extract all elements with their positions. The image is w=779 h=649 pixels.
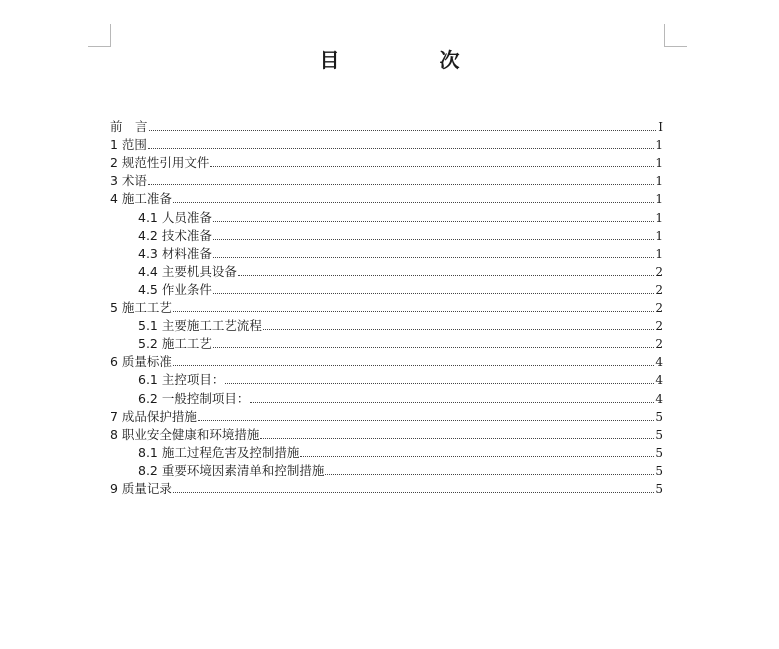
toc-entry-label: 6.1 主控项目： xyxy=(138,372,225,388)
toc-entry-page-number: 1 xyxy=(655,138,663,153)
toc-entry-label: 4.1 人员准备 xyxy=(138,209,212,225)
toc-dot-leader xyxy=(325,474,654,475)
toc-entry-label: 7 成品保护措施 xyxy=(110,408,197,424)
toc-dot-leader xyxy=(213,347,655,348)
toc-dot-leader xyxy=(210,166,654,167)
toc-entry-label: 5.1 主要施工工艺流程 xyxy=(138,318,262,334)
toc-entry-page-number: 2 xyxy=(655,282,663,297)
toc-entry[interactable] xyxy=(110,352,663,370)
toc-entry[interactable] xyxy=(110,226,663,244)
toc-dot-leader xyxy=(260,438,654,439)
toc-entry[interactable] xyxy=(110,135,663,153)
toc-entry[interactable] xyxy=(110,280,663,298)
toc-entry-page-number: 5 xyxy=(655,481,663,496)
toc-entry-page-number: 1 xyxy=(655,156,663,171)
toc-dot-leader xyxy=(173,311,654,312)
page-corner-mark-top-right xyxy=(664,24,687,47)
toc-entry-label: 3 术语 xyxy=(110,173,147,189)
toc-entry-page-number: 2 xyxy=(655,301,663,316)
toc-entry[interactable] xyxy=(110,461,663,479)
toc-dot-leader xyxy=(173,492,654,493)
toc-entry[interactable] xyxy=(110,171,663,189)
toc-entry[interactable] xyxy=(110,244,663,262)
toc-entry-label: 4 施工准备 xyxy=(110,191,172,207)
toc-entry-label: 5.2 施工工艺 xyxy=(138,336,212,352)
page-corner-mark-top-left xyxy=(88,24,111,47)
toc-dot-leader xyxy=(149,130,656,131)
toc-entry-page-number: I xyxy=(658,120,663,135)
toc-entry[interactable] xyxy=(110,207,663,225)
toc-dot-leader xyxy=(148,184,654,185)
toc-entry-page-number: 1 xyxy=(655,228,663,243)
toc-entry[interactable] xyxy=(110,316,663,334)
toc-entry-page-number: 5 xyxy=(655,463,663,478)
toc-entry[interactable] xyxy=(110,388,663,406)
toc-entry-label: 8.1 施工过程危害及控制措施 xyxy=(138,444,300,460)
toc-entry[interactable] xyxy=(110,298,663,316)
toc-entry[interactable] xyxy=(110,407,663,425)
toc-entry-page-number: 4 xyxy=(655,373,663,388)
document-title: 目 次 xyxy=(319,48,500,72)
toc-entry-page-number: 2 xyxy=(655,337,663,352)
toc-entry-label: 前 言 xyxy=(110,119,148,135)
toc-dot-leader xyxy=(263,329,655,330)
toc-entry-label: 8.2 重要环境因素清单和控制措施 xyxy=(138,462,325,478)
toc-dot-leader xyxy=(238,275,655,276)
toc-dot-leader xyxy=(148,148,654,149)
toc-entry-page-number: 1 xyxy=(655,174,663,189)
toc-dot-leader xyxy=(300,456,654,457)
toc-dot-leader xyxy=(213,293,655,294)
toc-entry[interactable] xyxy=(110,443,663,461)
toc-entry[interactable] xyxy=(110,153,663,171)
toc-entry-page-number: 1 xyxy=(655,192,663,207)
toc-entry[interactable] xyxy=(110,117,663,135)
toc-dot-leader xyxy=(213,239,655,240)
toc-dot-leader xyxy=(173,365,654,366)
toc-dot-leader xyxy=(250,402,654,403)
toc-entry-label: 2 规范性引用文件 xyxy=(110,155,210,171)
toc-dot-leader xyxy=(213,257,655,258)
toc-dot-leader xyxy=(173,202,654,203)
toc-entry[interactable] xyxy=(110,479,663,497)
toc-entry-label: 4.3 材料准备 xyxy=(138,245,212,261)
toc-entry-page-number: 5 xyxy=(655,445,663,460)
toc-entry-page-number: 5 xyxy=(655,427,663,442)
toc-entry-label: 4.4 主要机具设备 xyxy=(138,263,237,279)
toc-entry-label: 9 质量记录 xyxy=(110,480,172,496)
toc-entry-label: 5 施工工艺 xyxy=(110,300,172,316)
toc-dot-leader xyxy=(198,420,654,421)
toc-entry-page-number: 1 xyxy=(655,246,663,261)
toc-entry-label: 4.5 作业条件 xyxy=(138,281,212,297)
toc-entry-page-number: 2 xyxy=(655,264,663,279)
toc-entry-label: 1 范围 xyxy=(110,137,147,153)
toc-entry[interactable] xyxy=(110,334,663,352)
toc-entry-label: 6.2 一般控制项目： xyxy=(138,390,250,406)
toc-entry-label: 4.2 技术准备 xyxy=(138,227,212,243)
toc-entry-page-number: 5 xyxy=(655,409,663,424)
toc-entry[interactable] xyxy=(110,189,663,207)
toc-entry-page-number: 1 xyxy=(655,210,663,225)
toc-entry-label: 6 质量标准 xyxy=(110,354,172,370)
toc-entry-label: 8 职业安全健康和环境措施 xyxy=(110,426,260,442)
toc-entry-page-number: 2 xyxy=(655,319,663,334)
toc-entry[interactable] xyxy=(110,370,663,388)
toc-entry-page-number: 4 xyxy=(655,391,663,406)
toc-entry[interactable] xyxy=(110,262,663,280)
toc-entry[interactable] xyxy=(110,425,663,443)
toc-dot-leader xyxy=(225,383,654,384)
toc-entry-page-number: 4 xyxy=(655,355,663,370)
toc-dot-leader xyxy=(213,221,655,222)
table-of-contents xyxy=(110,117,663,497)
